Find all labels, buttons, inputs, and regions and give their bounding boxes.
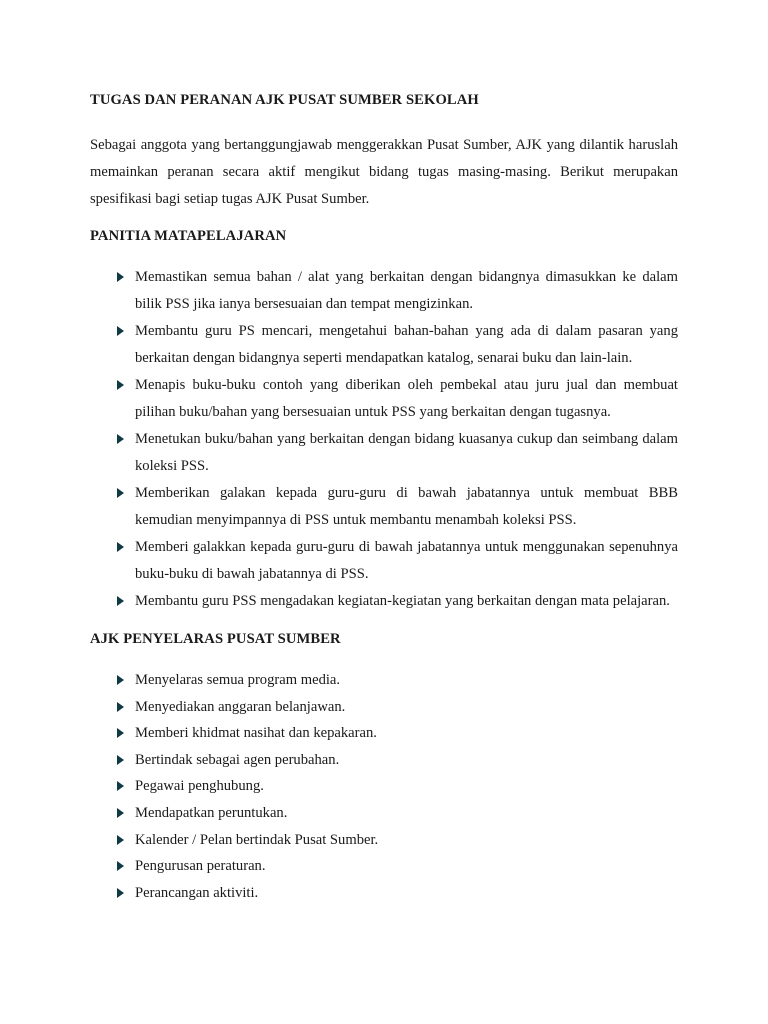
panitia-task-list	[90, 264, 678, 615]
list-item-text: Menapis buku-buku contoh yang diberikan oleh pembekal atau juru jual dan membuat pilihan buku/bahan yang bersesuaian untuk PSS yang berkaitan dengan tugasnya.	[135, 377, 678, 420]
triangle-right-icon	[117, 781, 124, 791]
triangle-right-icon	[117, 326, 124, 336]
list-item	[90, 426, 678, 480]
list-item-text: Memberikan galakan kepada guru-guru di bawah jabatannya untuk membuat BBB kemudian menyimpannya di PSS untuk membantu menambah koleksi PSS.	[135, 485, 678, 528]
triangle-right-icon	[117, 380, 124, 390]
list-item	[90, 800, 678, 827]
triangle-right-icon	[117, 808, 124, 818]
list-item-text: Perancangan aktiviti.	[135, 884, 259, 901]
list-item	[90, 667, 678, 694]
triangle-right-icon	[117, 861, 124, 871]
list-item-text: Memastikan semua bahan / alat yang berkaitan dengan bidangnya dimasukkan ke dalam bilik PSS jika ianya bersesuaian dan tempat mengizinkan.	[135, 269, 678, 312]
list-item	[90, 534, 678, 588]
list-item	[90, 694, 678, 721]
triangle-right-icon	[117, 888, 124, 898]
section-heading-penyelaras: AJK PENYELARAS PUSAT SUMBER	[90, 631, 341, 647]
list-item-text: Pegawai penghubung.	[135, 778, 264, 795]
triangle-right-icon	[117, 596, 124, 606]
triangle-right-icon	[117, 675, 124, 685]
list-item-text: Membantu guru PSS mengadakan kegiatan-kegiatan yang berkaitan dengan mata pelajaran.	[135, 593, 670, 609]
list-item-text: Kalender / Pelan bertindak Pusat Sumber.	[135, 831, 379, 848]
intro-paragraph: Sebagai anggota yang bertanggungjawab menggerakkan Pusat Sumber, AJK yang dilantik haruslah memainkan peranan secara aktif mengikut bidang tugas masing-masing. Berikut merupakan spesifikasi bagi setiap tugas AJK Pusat Sumber.	[90, 137, 678, 207]
list-item	[90, 372, 678, 426]
triangle-right-icon	[117, 488, 124, 498]
list-item	[90, 318, 678, 372]
triangle-right-icon	[117, 835, 124, 845]
list-item	[90, 588, 678, 615]
penyelaras-task-list	[90, 667, 678, 906]
triangle-right-icon	[117, 755, 124, 765]
list-item	[90, 264, 678, 318]
list-item-text: Menyediakan anggaran belanjawan.	[135, 698, 346, 715]
list-item-text: Pengurusan peraturan.	[135, 858, 266, 875]
triangle-right-icon	[117, 542, 124, 552]
list-item-text: Menyelaras semua program media.	[135, 672, 341, 688]
triangle-right-icon	[117, 434, 124, 444]
list-item-text: Menetukan buku/bahan yang berkaitan dengan bidang kuasanya cukup dan seimbang dalam koleksi PSS.	[135, 431, 678, 474]
section-heading-panitia: PANITIA MATAPELAJARAN	[90, 228, 287, 244]
triangle-right-icon	[117, 728, 124, 738]
list-item	[90, 880, 678, 907]
list-item-text: Membantu guru PS mencari, mengetahui bahan-bahan yang ada di dalam pasaran yang berkaitan dengan bidangnya seperti mendapatkan katalog, senarai buku dan lain-lain.	[135, 323, 678, 366]
list-item-text: Memberi galakkan kepada guru-guru di bawah jabatannya untuk menggunakan sepenuhnya buku-buku di bawah jabatannya di PSS.	[135, 539, 678, 582]
list-item	[90, 827, 678, 854]
list-item-text: Memberi khidmat nasihat dan kepakaran.	[135, 725, 377, 742]
list-item-text: Bertindak sebagai agen perubahan.	[135, 751, 340, 768]
document-title: TUGAS DAN PERANAN AJK PUSAT SUMBER SEKOLAH	[90, 92, 479, 108]
list-item	[90, 747, 678, 774]
list-item	[90, 720, 678, 747]
list-item	[90, 853, 678, 880]
list-item	[90, 480, 678, 534]
triangle-right-icon	[117, 272, 124, 282]
list-item-text: Mendapatkan peruntukan.	[135, 804, 288, 821]
triangle-right-icon	[117, 702, 124, 712]
list-item	[90, 773, 678, 800]
